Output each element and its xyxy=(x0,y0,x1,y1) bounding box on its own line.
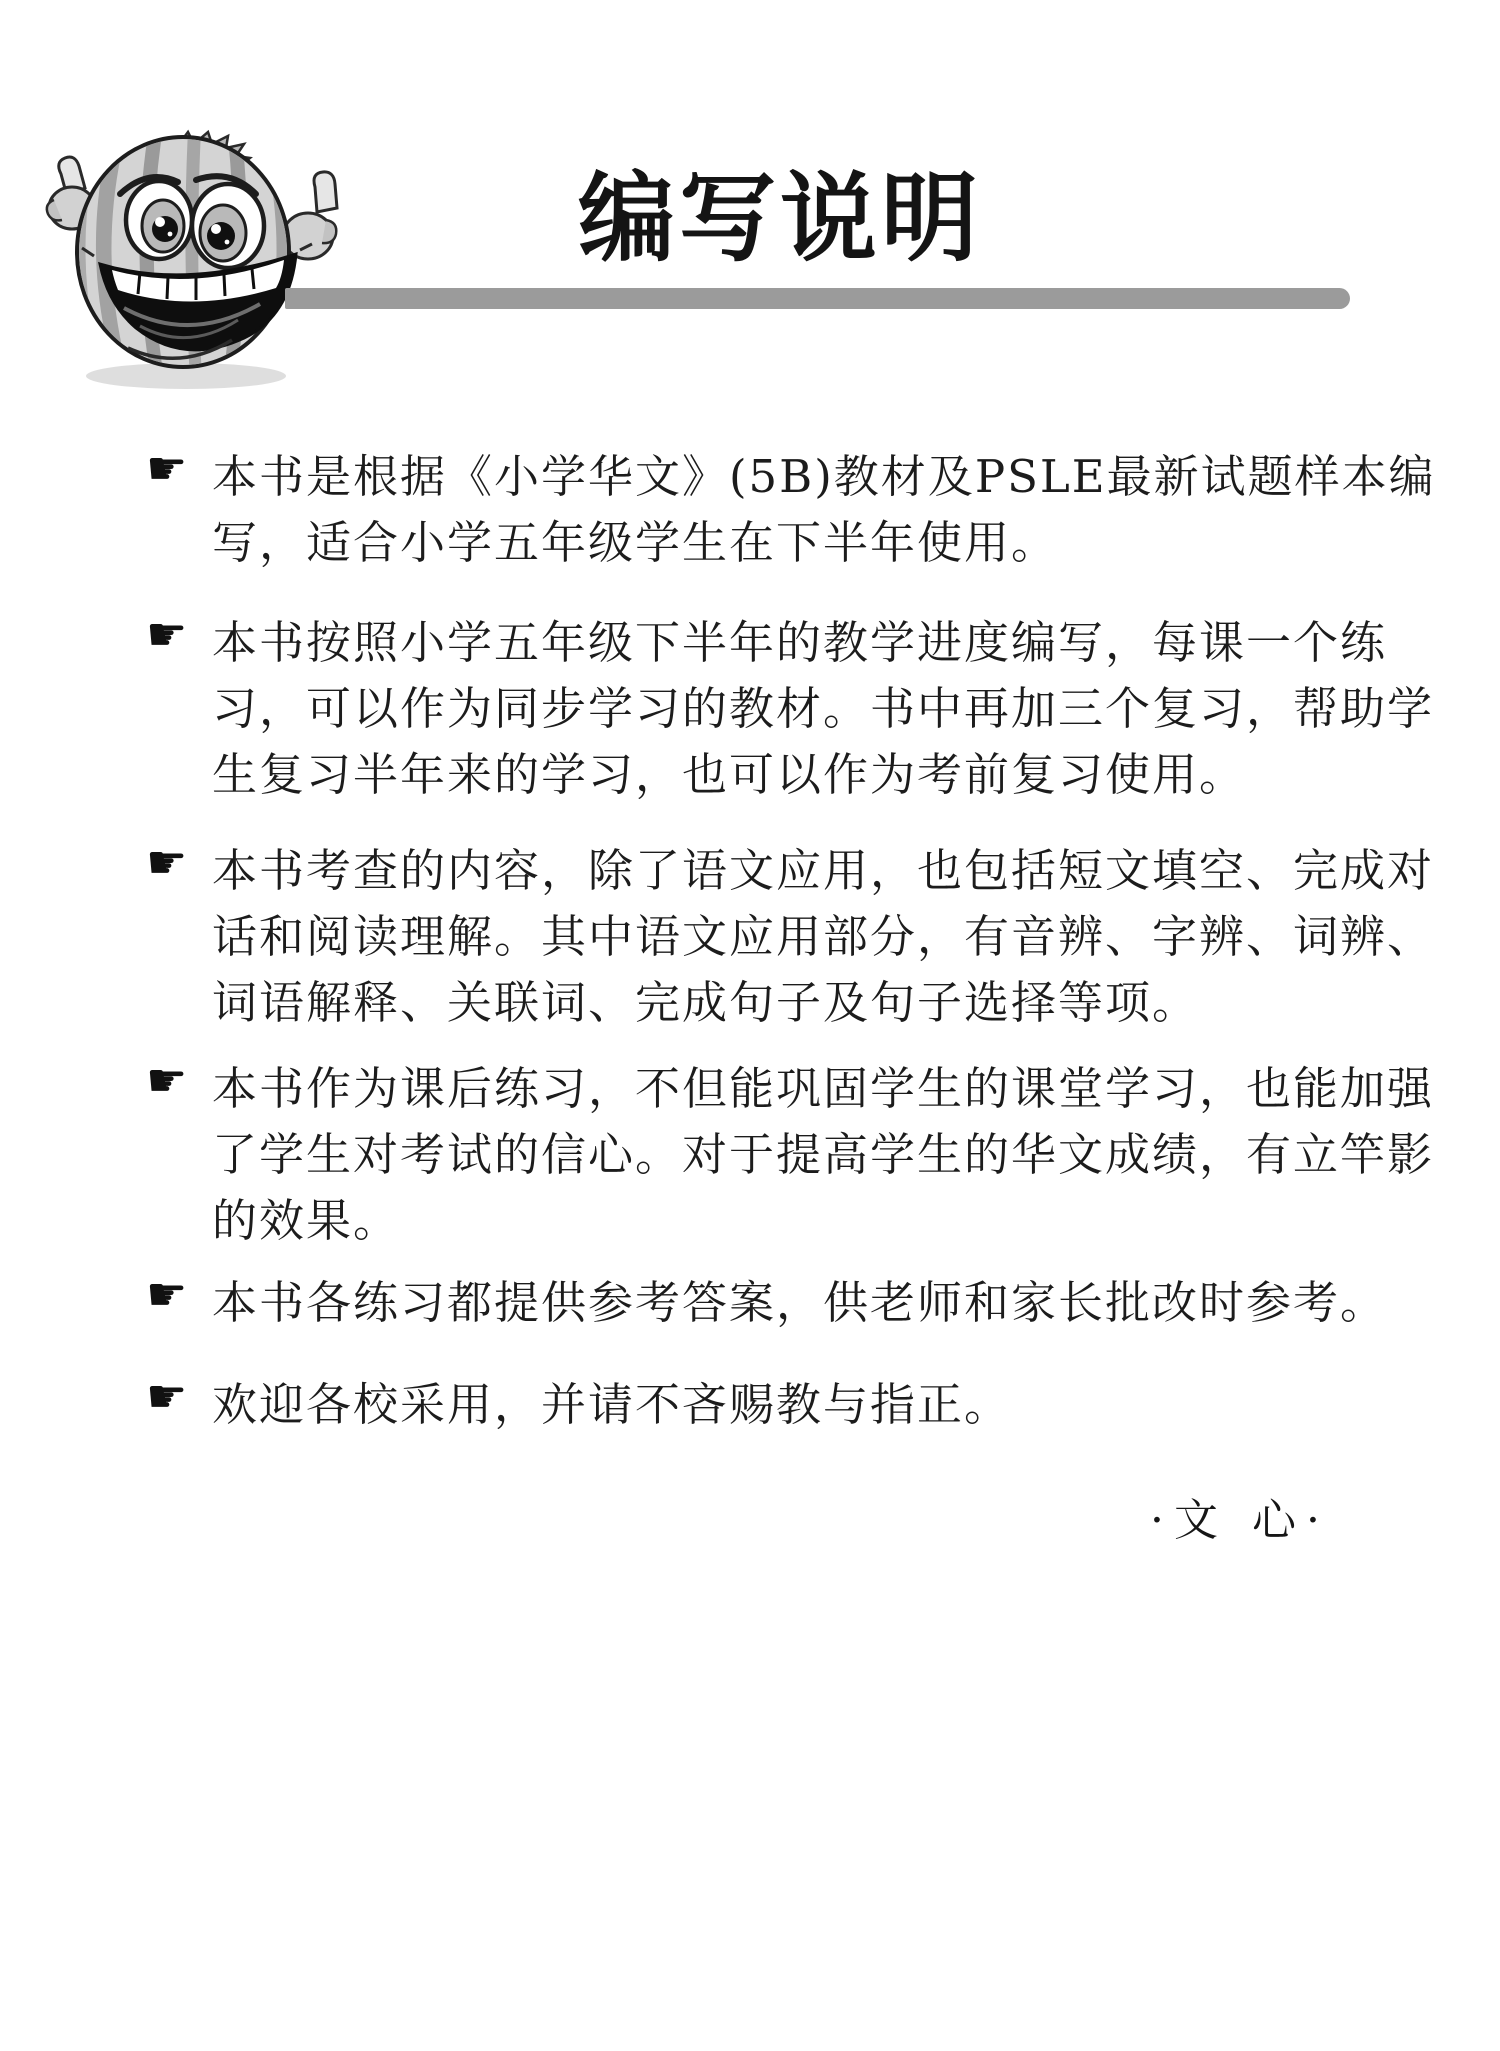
bullet-line: 本书是根据《小学华文》(5B)教材及PSLE最新试题样本编 xyxy=(212,450,1436,503)
bullet-text xyxy=(212,1270,1426,1336)
bullet-paragraph-4 xyxy=(146,1053,1435,1254)
bullet-line: 本书考查的内容，除了语文应用，也包括短文填空、完成对 xyxy=(212,844,1435,897)
bullet-text xyxy=(212,610,1435,808)
bullet-paragraph-6 xyxy=(146,1369,1426,1438)
bullet-line: 词语解释、关联词、完成句子及句子选择等项。 xyxy=(212,976,1200,1029)
bullet-line: 习，可以作为同步学习的教材。书中再加三个复习，帮助学 xyxy=(212,682,1435,735)
bullet-text xyxy=(212,1372,1426,1438)
bullet-line: 的效果。 xyxy=(212,1194,401,1247)
bullet-line: 欢迎各校采用，并请不吝赐教与指正。 xyxy=(212,1378,1012,1431)
bullet-line: 生复习半年来的学习，也可以作为考前复习使用。 xyxy=(212,748,1247,801)
pointing-hand-icon: ☛ xyxy=(146,441,188,495)
pointing-hand-icon: ☛ xyxy=(146,607,188,661)
bullet-paragraph-1 xyxy=(146,441,1436,576)
pointing-hand-icon: ☛ xyxy=(146,1369,188,1423)
divider-bar xyxy=(285,288,1350,309)
bullet-line: 本书作为课后练习，不但能巩固学生的课堂学习，也能加强 xyxy=(212,1062,1435,1115)
pointing-hand-icon: ☛ xyxy=(146,1053,188,1107)
bullet-text xyxy=(212,1056,1435,1254)
bullet-text xyxy=(212,838,1435,1036)
pointing-hand-icon: ☛ xyxy=(146,1267,188,1321)
pointing-hand-icon: ☛ xyxy=(146,835,188,889)
page-title: 编写说明 xyxy=(578,162,982,275)
bullet-line: 本书按照小学五年级下半年的教学进度编写，每课一个练 xyxy=(212,616,1388,669)
bullet-paragraph-3 xyxy=(146,835,1435,1036)
bullet-paragraph-5 xyxy=(146,1267,1426,1336)
bullet-line: 本书各练习都提供参考答案，供老师和家长批改时参考。 xyxy=(212,1276,1388,1329)
bullet-paragraph-2 xyxy=(146,607,1435,808)
bullet-line: 了学生对考试的信心。对于提高学生的华文成绩，有立竿影 xyxy=(212,1128,1435,1181)
bullet-line: 写，适合小学五年级学生在下半年使用。 xyxy=(212,516,1059,569)
bullet-line: 话和阅读理解。其中语文应用部分，有音辨、字辨、词辨、 xyxy=(212,910,1435,963)
bullet-text xyxy=(212,444,1436,576)
author-signature: ·文 心· xyxy=(1150,1495,1330,1546)
